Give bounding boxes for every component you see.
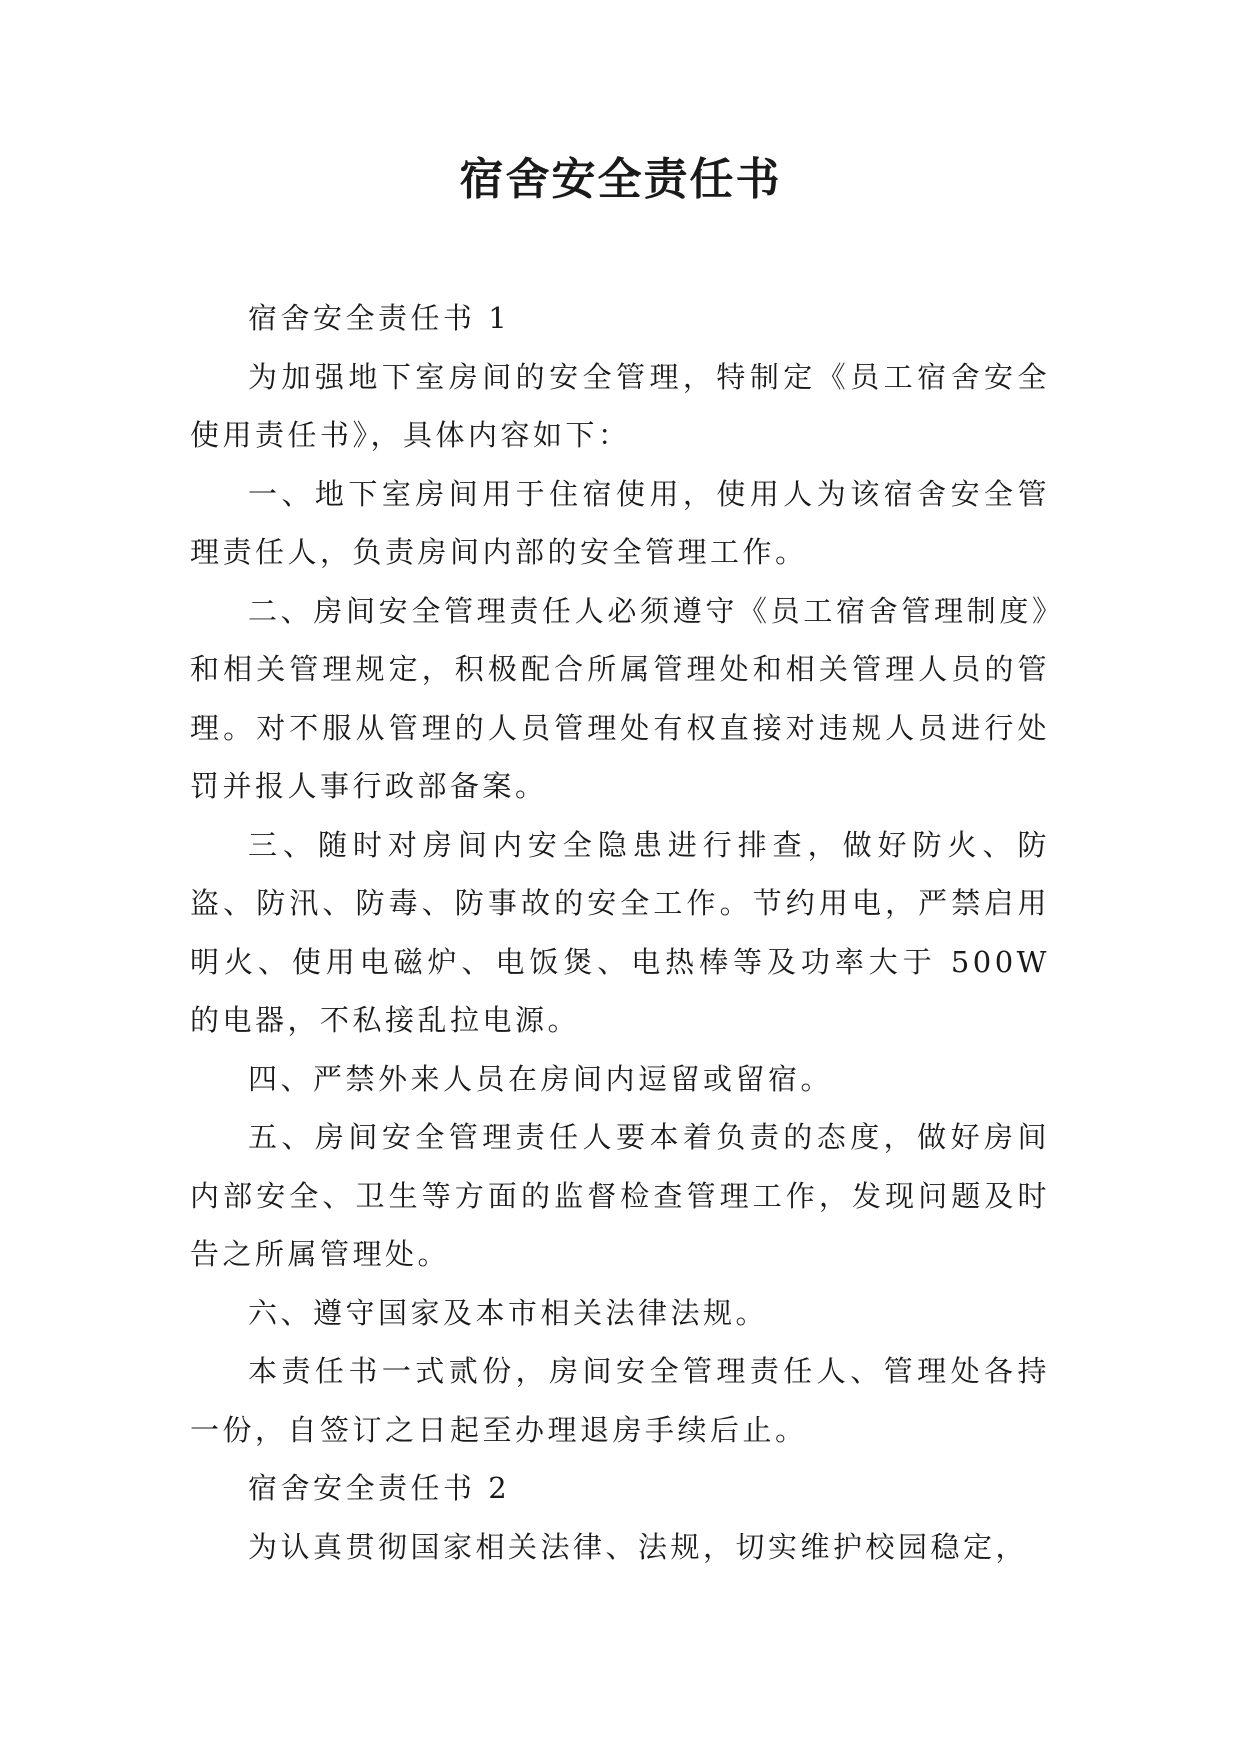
section-heading-2: 宿舍安全责任书 2 bbox=[248, 1471, 511, 1505]
paragraph-section-2-intro: 为认真贯彻国家相关法律、法规，切实维护校园稳定， bbox=[248, 1529, 1029, 1564]
paragraph-item-4: 四、严禁外来人员在房间内逗留或留宿。 bbox=[248, 1061, 834, 1096]
paragraph-closing: 本责任书一式贰份，房间安全管理责任人、管理处各持一份，自签订之日起至办理退房手续后止。 bbox=[190, 1354, 1050, 1447]
paragraph-intro: 为加强地下室房间的安全管理，特制定《员工宿舍安全使用责任书》，具体内容如下： bbox=[190, 359, 1050, 452]
paragraph-item-2: 二、房间安全管理责任人必须遵守《员工宿舍管理制度》和相关管理规定，积极配合所属管理处和相关管理人员的管理。对不服从管理的人员管理处有权直接对违规人员进行处罚并报人事行政部备案。 bbox=[190, 593, 1050, 803]
paragraph-item-6: 六、遵守国家及本市相关法律法规。 bbox=[248, 1295, 769, 1330]
paragraph-item-3: 三、随时对房间内安全隐患进行排查，做好防火、防盗、防汛、防毒、防事故的安全工作。节约用电，严禁启用明火、使用电磁炉、电饭煲、电热棒等及功率大于 500W 的电器，不私接乱拉电源。 bbox=[190, 827, 1050, 1037]
document-body bbox=[190, 289, 1050, 1576]
paragraph-item-1: 一、地下室房间用于住宿使用，使用人为该宿舍安全管理责任人，负责房间内部的安全管理工作。 bbox=[190, 476, 1050, 569]
paragraph-item-5: 五、房间安全管理责任人要本着负责的态度，做好房间内部安全、卫生等方面的监督检查管理工作，发现问题及时告之所属管理处。 bbox=[190, 1120, 1050, 1271]
document-title: 宿舍安全责任书 bbox=[459, 154, 782, 205]
section-heading-1: 宿舍安全责任书 1 bbox=[248, 301, 511, 335]
